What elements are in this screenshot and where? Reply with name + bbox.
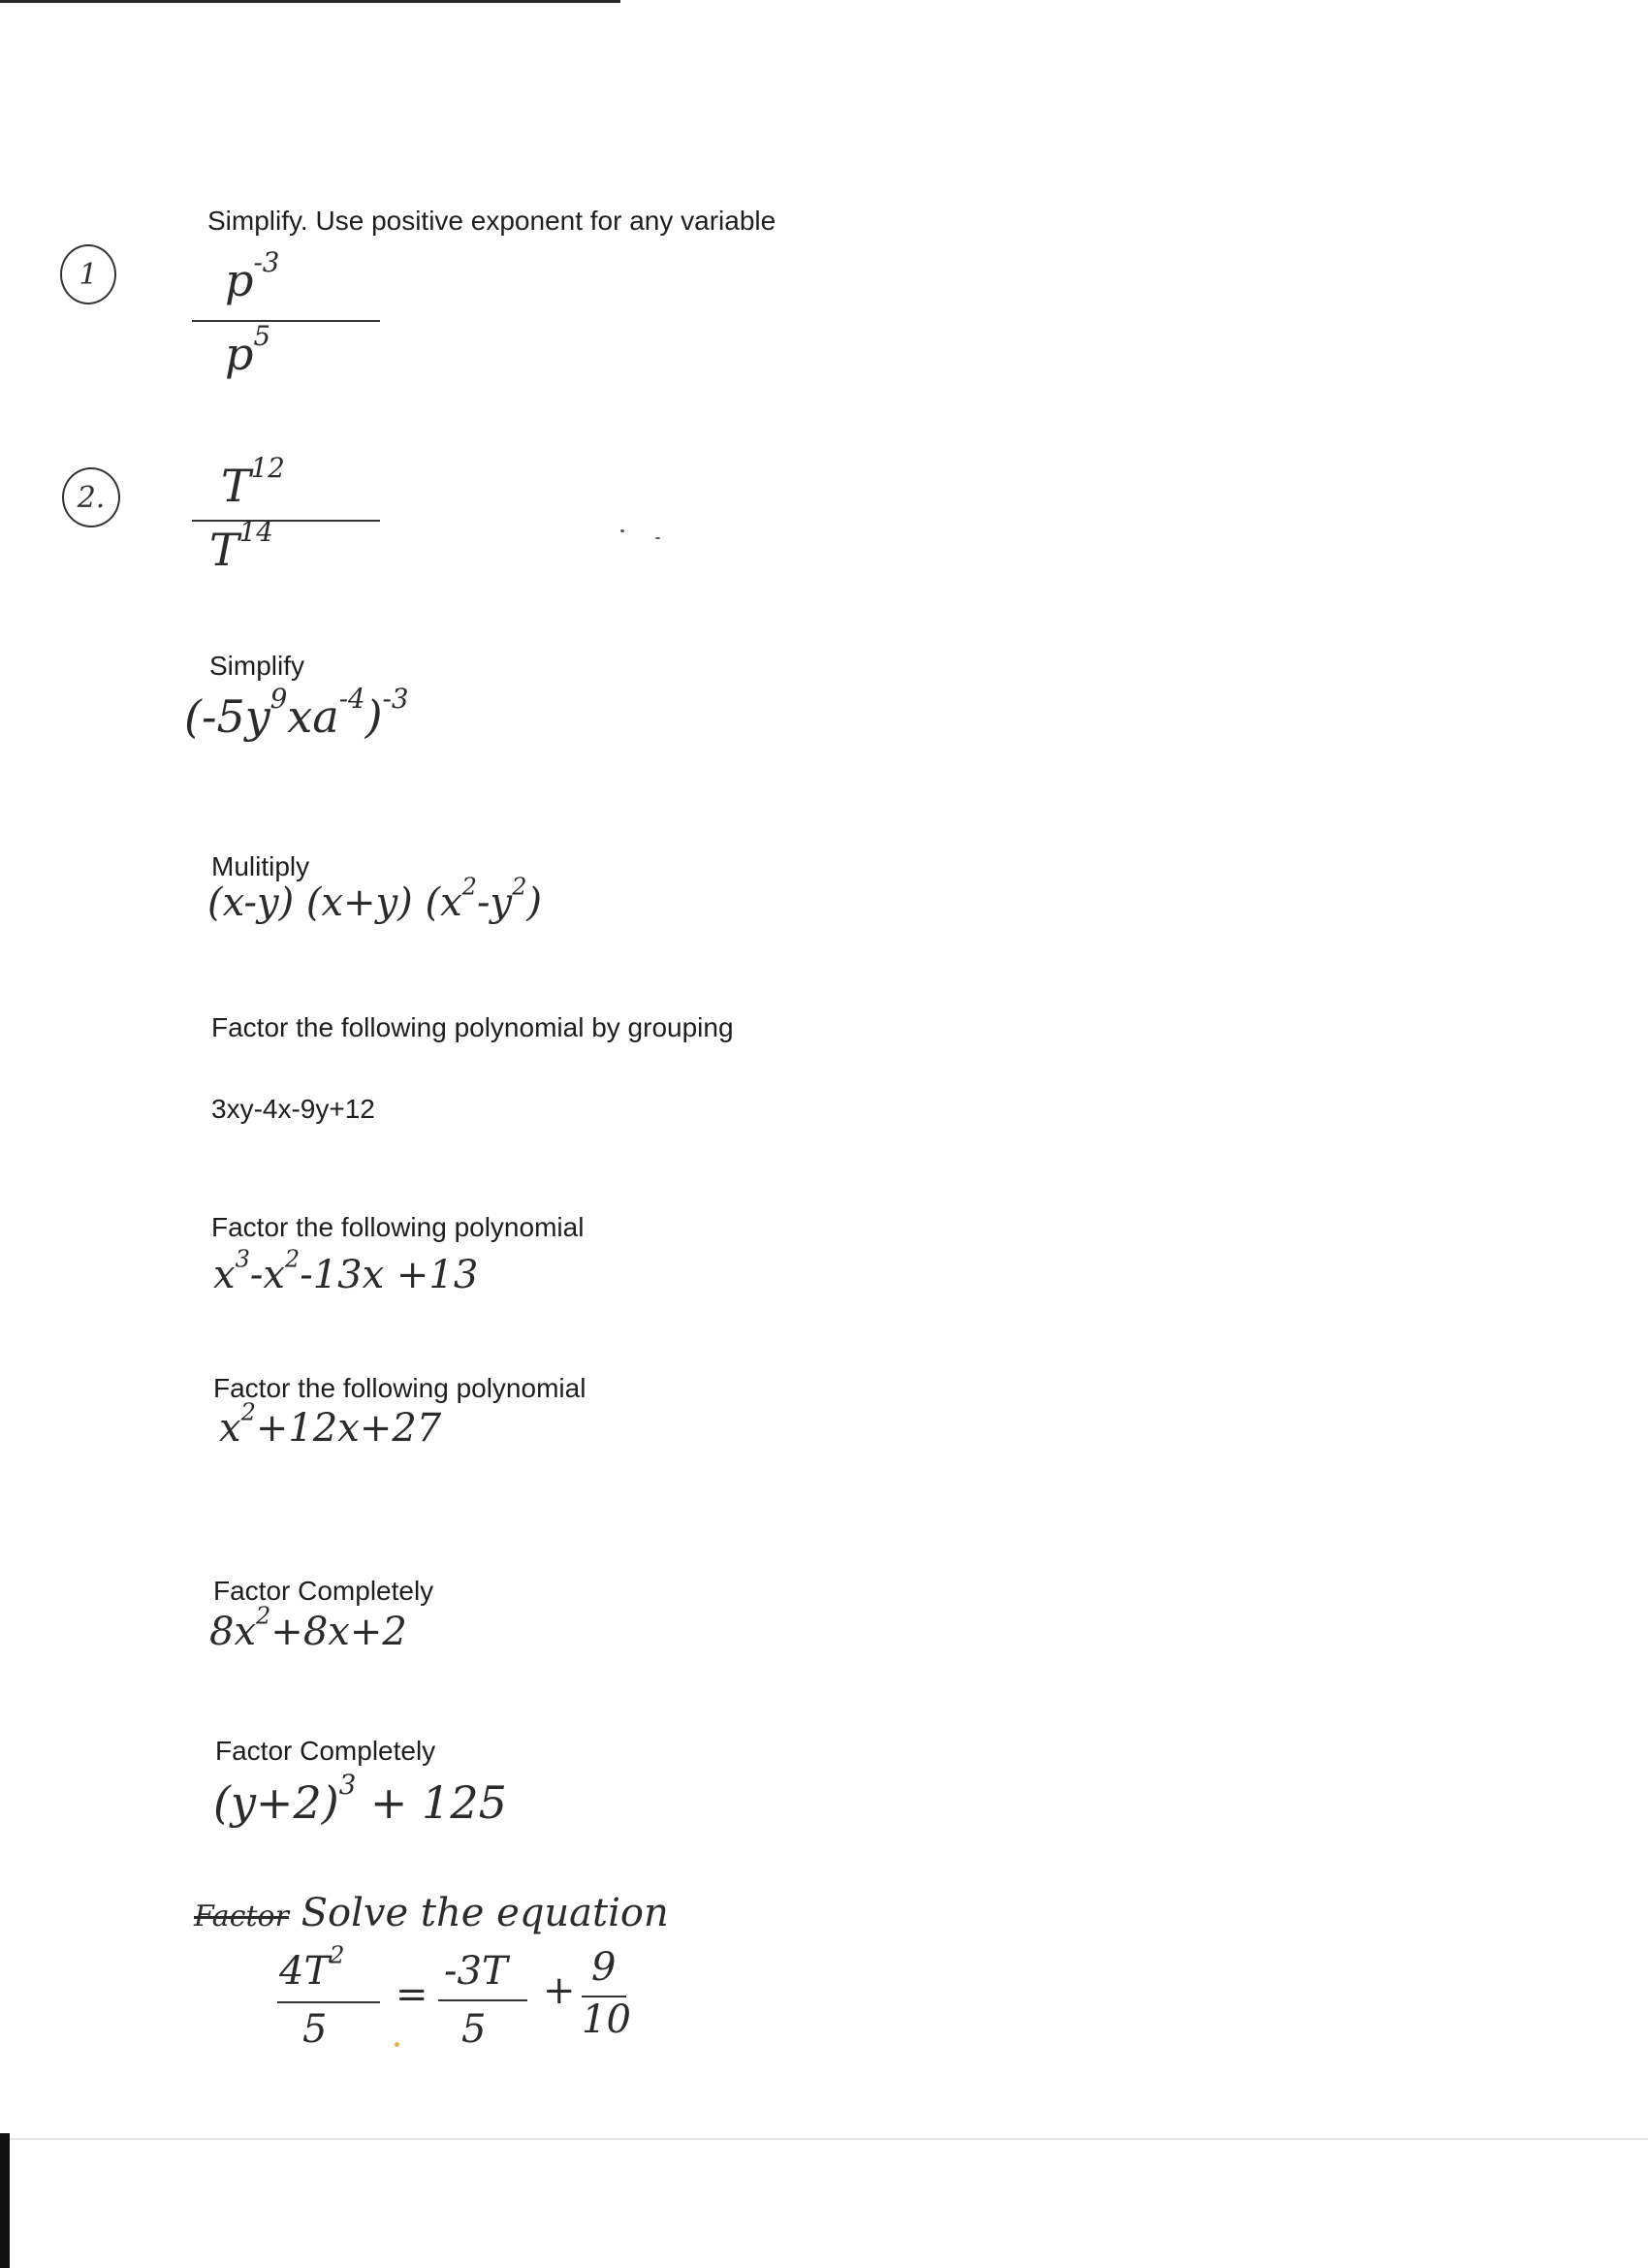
final-lhs-bar (277, 2001, 380, 2003)
simplify-expression: $(-5y^9xa^{-4})^{-3}$ (184, 683, 409, 743)
scan-edge-bottom (0, 2138, 1648, 2140)
scan-edge-top (0, 0, 620, 3)
final-lhs-numerator: $4T^2$ (279, 1941, 345, 1994)
poly2-expression: $x^2+12x+27$ (219, 1398, 442, 1451)
final-rhs1-numerator: -3T (444, 1949, 508, 1994)
final-rhs1-bar (438, 1999, 527, 2001)
final-rhs1-denominator: 5 (461, 2007, 487, 2052)
scan-speck (395, 2042, 399, 2047)
instruction-factor-complete-2: Factor Completely (215, 1736, 436, 1766)
grouping-polynomial: 3xy-4x-9y+12 (211, 1094, 375, 1124)
p1-denominator: $p^5$ (225, 320, 271, 380)
final-equals: = (396, 1972, 428, 2017)
instruction-factor-poly-2: Factor the following polynomial (213, 1373, 586, 1403)
complete1-expression: $8x^2+8x+2$ (209, 1602, 407, 1654)
instruction-multiply: Mulitiply (211, 851, 310, 881)
instruction-simplify-positive: Simplify. Use positive exponent for any variable (207, 206, 776, 236)
complete2-expression: $(y+2)^3 + 125$ (213, 1769, 507, 1829)
final-lhs-denominator: 5 (302, 2007, 328, 2052)
instruction-simplify: Simplify (209, 651, 305, 681)
scan-speck (620, 529, 624, 532)
final-rhs2-numerator: 9 (591, 1945, 617, 1990)
p2-fraction-bar (192, 520, 380, 522)
instruction-factor-complete-1: Factor Completely (213, 1576, 434, 1606)
p2-denominator: $T^{14}$ (209, 516, 273, 576)
p1-fraction-bar (192, 320, 380, 322)
p2-numerator: $T^{12}$ (221, 452, 285, 512)
final-plus: + (543, 1968, 576, 2013)
instruction-factor-grouping: Factor the following polynomial by grouping (211, 1012, 734, 1042)
final-instruction: Factor Solve the equation (194, 1891, 669, 1935)
scan-edge-left (0, 2133, 10, 2268)
struck-word: Factor (194, 1900, 289, 1933)
final-rhs2-denominator: 10 (582, 1997, 631, 2042)
scan-speck (655, 537, 660, 539)
multiply-expression: (x-y) (x+y) $(x^2-y^2)$ (207, 873, 542, 925)
p1-numerator: $p^{-3}$ (225, 246, 280, 306)
instruction-factor-poly-1: Factor the following polynomial (211, 1212, 585, 1242)
problem-marker-2: 2. (62, 467, 120, 527)
problem-marker-1: 1 (60, 244, 116, 304)
poly1-expression: $x^3-x^2-13x +13$ (213, 1245, 479, 1297)
